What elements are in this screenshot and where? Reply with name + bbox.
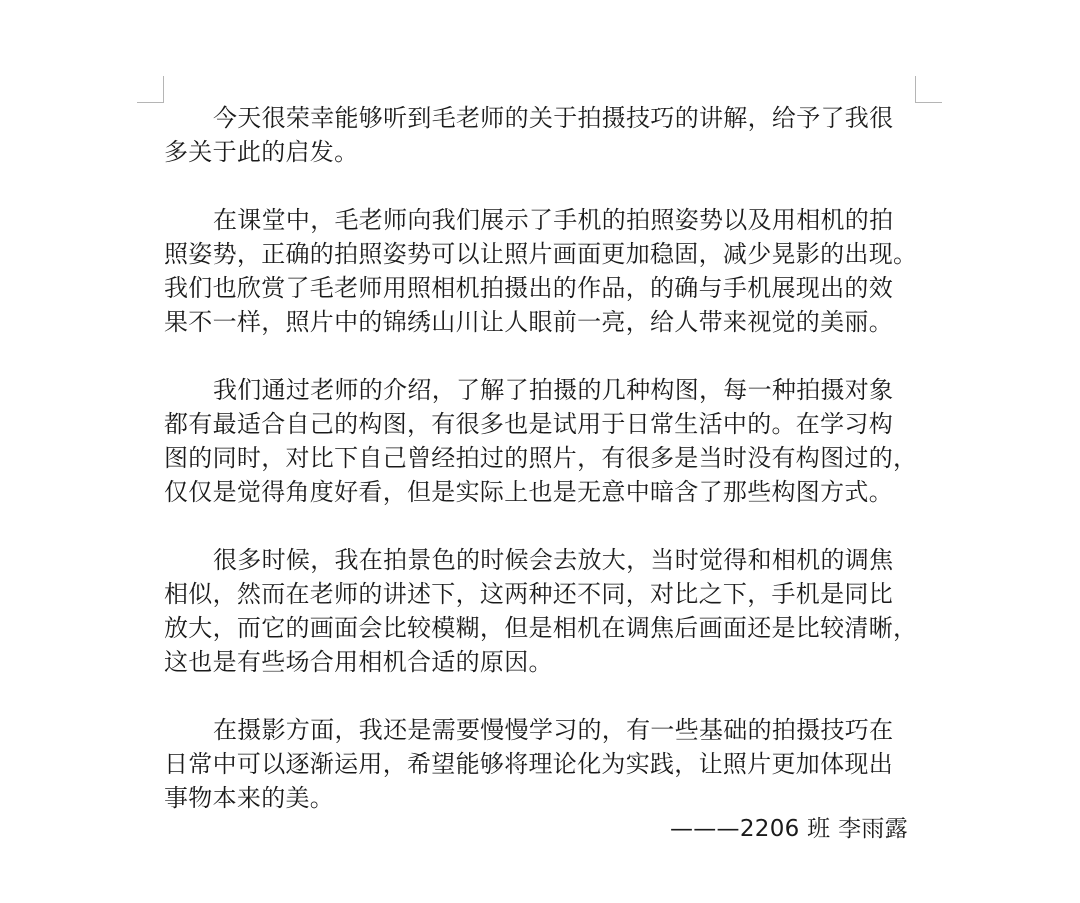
text-line: 我们通过老师的介绍，了解了拍摄的几种构图，每一种拍摄对象 [213,376,894,404]
text-line: 这也是有些场合用相机合适的原因。 [164,648,553,676]
signature: ———2206 班 李雨露 [669,816,908,842]
text-line: 事物本来的美。 [164,784,335,812]
text-line: 放大，而它的画面会比较模糊，但是相机在调焦后画面还是比较清晰， [164,614,918,642]
paragraph-1 [164,101,916,169]
paragraph-4 [164,543,916,679]
text-line: 在课堂中，毛老师向我们展示了手机的拍照姿势以及用相机的拍 [213,206,894,234]
document-body [164,101,916,849]
paragraph-2 [164,203,916,339]
paragraph-3 [164,373,916,509]
text-line: 今天很荣幸能够听到毛老师的关于拍摄技巧的讲解，给予了我很 [213,104,894,132]
text-line: 日常中可以逐渐运用，希望能够将理论化为实践，让照片更加体现出 [164,750,893,778]
text-line: 果不一样，照片中的锦绣山川让人眼前一亮，给人带来视觉的美丽。 [164,308,893,336]
text-line: 在摄影方面，我还是需要慢慢学习的，有一些基础的拍摄技巧在 [213,716,894,744]
paragraph-5 [164,713,916,815]
text-line: 仅仅是觉得角度好看，但是实际上也是无意中暗含了那些构图方式。 [164,478,893,506]
text-line: 我们也欣赏了毛老师用照相机拍摄出的作品，的确与手机展现出的效 [164,274,893,302]
text-line: 很多时候，我在拍景色的时候会去放大，当时觉得和相机的调焦 [213,546,894,574]
margin-corner-mark-top-right [915,76,942,103]
text-line: 多关于此的启发。 [164,138,359,166]
margin-corner-mark-top-left [137,76,164,103]
text-line: 都有最适合自己的构图，有很多也是试用于日常生活中的。在学习构 [164,410,893,438]
text-line: 照姿势，正确的拍照姿势可以让照片画面更加稳固，减少晃影的出现。 [164,240,918,268]
text-line: 相似，然而在老师的讲述下，这两种还不同，对比之下，手机是同比 [164,580,893,608]
text-line: 图的同时，对比下自己曾经拍过的照片，有很多是当时没有构图过的， [164,444,918,472]
